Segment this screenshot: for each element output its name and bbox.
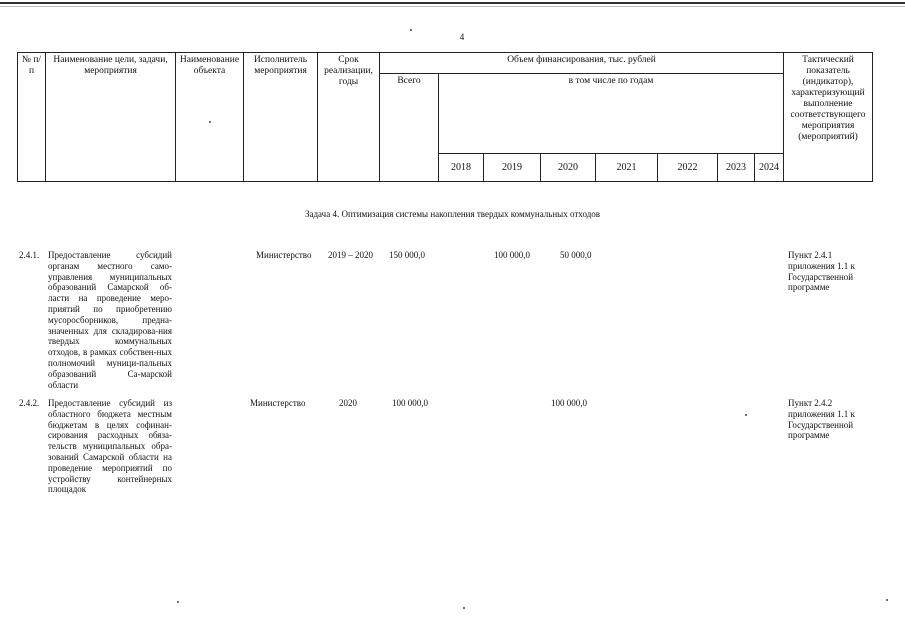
header-by-years: в том числе по годам xyxy=(439,74,784,154)
header-year-2018: 2018 xyxy=(439,154,484,182)
scan-speck xyxy=(177,601,179,603)
scan-speck xyxy=(745,414,747,416)
header-table xyxy=(17,52,873,182)
row-executor: Министерство xyxy=(250,398,306,408)
row-description: Предоставление субсидий органам местного само-управления муниципальных образований Самарской об-ласти на проведение меро-приятий по приобретению мусоросборников, предна-значенных для складирова-ния твердых коммунальных отходов, в рамках собствен-ных полномочий муници-пальных образований Са-марской области xyxy=(48,250,172,390)
header-funding: Объем финансирования, тыс. рублей xyxy=(380,53,784,74)
task-title: Задача 4. Оптимизация системы накопления твердых коммунальных отходов xyxy=(304,209,601,219)
header-year-2019: 2019 xyxy=(484,154,541,182)
header-num: № п/п xyxy=(18,53,46,182)
row-indicator: Пункт 2.4.1 приложения 1.1 к Государственной программе xyxy=(788,250,855,293)
header-goal: Наименование цели, задачи, мероприятия xyxy=(46,53,176,182)
scan-speck xyxy=(886,599,888,601)
header-total: Всего xyxy=(380,74,439,182)
row-value-2020: 50 000,0 xyxy=(560,250,592,260)
row-executor: Министерство xyxy=(256,250,312,260)
header-indicator: Тактический показатель (индикатор), характеризующий выполнение соответствующего мероприятия (мероприятий) xyxy=(784,53,873,182)
header-year-2024: 2024 xyxy=(755,154,784,182)
scan-speck xyxy=(209,121,211,123)
row-value-2019: 100 000,0 xyxy=(494,250,530,260)
header-year-2023: 2023 xyxy=(718,154,755,182)
row-description: Предоставление субсидий из областного бюджета местным бюджетам в целях софинан-сирования расходных обяза-тельств муниципальных обра-зований Самарской области на проведение мероприятий по устройству контейнерных площадок xyxy=(48,398,172,495)
row-period: 2020 xyxy=(339,398,357,408)
row-period: 2019 – 2020 xyxy=(328,250,373,260)
row-value-2020: 100 000,0 xyxy=(551,398,587,408)
header-executor: Исполнитель мероприятия xyxy=(244,53,318,182)
scan-speck xyxy=(410,29,412,31)
top-border-line xyxy=(0,2,905,4)
scan-speck xyxy=(463,607,465,609)
header-object: Наименование объекта xyxy=(176,53,244,182)
page-number: 4 xyxy=(459,32,465,42)
row-total: 100 000,0 xyxy=(392,398,428,408)
header-year-2020: 2020 xyxy=(541,154,596,182)
row-indicator: Пункт 2.4.2 приложения 1.1 к Государственной программе xyxy=(788,398,855,441)
row-total: 150 000,0 xyxy=(389,250,425,260)
header-period: Срок реализации, годы xyxy=(318,53,380,182)
row-number: 2.4.2. xyxy=(19,398,40,408)
row-number: 2.4.1. xyxy=(19,250,40,260)
header-year-2021: 2021 xyxy=(596,154,658,182)
top-border-line-faint xyxy=(0,6,905,7)
header-year-2022: 2022 xyxy=(658,154,718,182)
